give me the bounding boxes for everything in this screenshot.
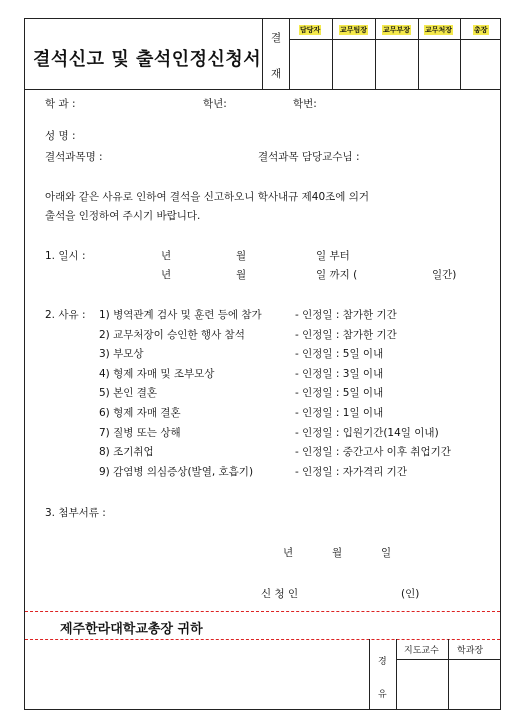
header-bottom-line: [25, 89, 500, 90]
approval-divider: [289, 19, 290, 89]
bottom-approval-label-2: 유: [378, 690, 387, 700]
grade-label: 학년:: [203, 98, 227, 110]
bottom-approval-advisor: 지도교수: [404, 646, 439, 656]
bottom-approval-divider: [396, 639, 397, 710]
date-label: 1. 일시 :: [45, 250, 86, 262]
approval-col-divider: [418, 19, 419, 89]
reason-item: 5) 본인 결혼: [99, 387, 158, 400]
bottom-approval-label-1: 경: [378, 657, 387, 667]
name-label: 성 명 :: [45, 130, 76, 142]
student-id-label: 학번:: [293, 98, 317, 110]
approval-col-dean: 교무처장: [425, 26, 453, 34]
approval-col-staff: 담당자: [300, 26, 321, 34]
sign-year: 년: [283, 547, 294, 559]
date-to-month: 월: [236, 269, 247, 281]
approval-box-left-border: [262, 19, 263, 89]
bottom-approval-left-border: [369, 639, 370, 710]
reason-period: - 인정일 : 참가한 기간: [295, 309, 397, 321]
reason-period: - 인정일 : 5일 이내: [295, 348, 384, 361]
reason-period: - 인정일 : 참가한 기간: [295, 328, 397, 341]
approval-col-president: 총장: [474, 26, 488, 34]
date-to-day: 일 까지 (: [316, 269, 358, 281]
approval-col-divider: [375, 19, 376, 89]
reason-item: 1) 병역관계 검사 및 훈련 등에 참가: [99, 309, 262, 321]
seal-mark: (인): [401, 588, 420, 600]
approval-header-line: [289, 39, 501, 40]
course-label: 결석과목명 :: [45, 151, 103, 163]
reason-item: 4) 형제 자매 및 조부모상: [99, 367, 215, 380]
date-from-month: 월: [236, 250, 247, 262]
approval-col-affairs-head: 교무부장: [383, 26, 411, 34]
reason-item: 6) 형제 자매 결혼: [99, 407, 181, 419]
professor-label: 결석과목 담당교수님 :: [258, 151, 360, 163]
bottom-approval-header-line: [396, 659, 500, 660]
reason-item: 3) 부모상: [99, 348, 144, 361]
approval-col-divider: [332, 19, 333, 89]
date-days: 일간): [432, 269, 457, 281]
date-from-day: 일 부터: [316, 250, 350, 262]
reason-period: - 인정일 : 1일 이내: [295, 407, 384, 419]
absence-report-form: [24, 18, 501, 710]
reason-item: 8) 조기취업: [99, 446, 154, 459]
reason-item: 9) 감염병 의심증상(발열, 호흡기): [99, 465, 254, 478]
reason-period: - 인정일 : 5일 이내: [295, 387, 384, 400]
form-title: 결석신고 및 출석인정신청서: [33, 49, 262, 70]
recipient: 제주한라대학교총장 귀하: [60, 622, 203, 637]
approval-label-2: 재: [271, 68, 282, 80]
date-from-year: 년: [161, 250, 172, 262]
reason-item: 7) 질병 또는 상해: [99, 426, 181, 439]
date-to-year: 년: [161, 269, 172, 281]
reason-item: 2) 교무처장이 승인한 행사 참석: [99, 328, 245, 341]
reason-period: - 인정일 : 3일 이내: [295, 367, 384, 380]
intro-line-1: 아래와 같은 사유로 인하여 결석을 신고하오니 학사내규 제40조에 의거: [45, 191, 370, 203]
sign-day: 일: [381, 547, 392, 559]
dept-label: 학 과 :: [45, 98, 76, 110]
intro-line-2: 출석을 인정하여 주시기 바랍니다.: [45, 210, 201, 222]
approval-label-1: 결: [271, 32, 282, 44]
approval-col-divider: [460, 19, 461, 89]
reason-period: - 인정일 : 자가격리 기간: [295, 465, 407, 478]
reasons-label: 2. 사유 :: [45, 309, 86, 321]
reason-period: - 인정일 : 중간고사 이후 취업기간: [295, 446, 451, 459]
reason-period: - 인정일 : 입원기간(14일 이내): [295, 426, 439, 439]
sign-month: 월: [332, 547, 343, 559]
applicant-label: 신 청 인: [261, 588, 299, 600]
separator-dashed-bottom: [25, 639, 500, 640]
bottom-approval-dept-head: 학과장: [457, 646, 484, 656]
attachments-label: 3. 첨부서류 :: [45, 507, 106, 519]
separator-dashed-top: [25, 611, 500, 612]
bottom-approval-col-divider: [448, 639, 449, 710]
approval-col-team-lead: 교무팀장: [340, 26, 368, 34]
